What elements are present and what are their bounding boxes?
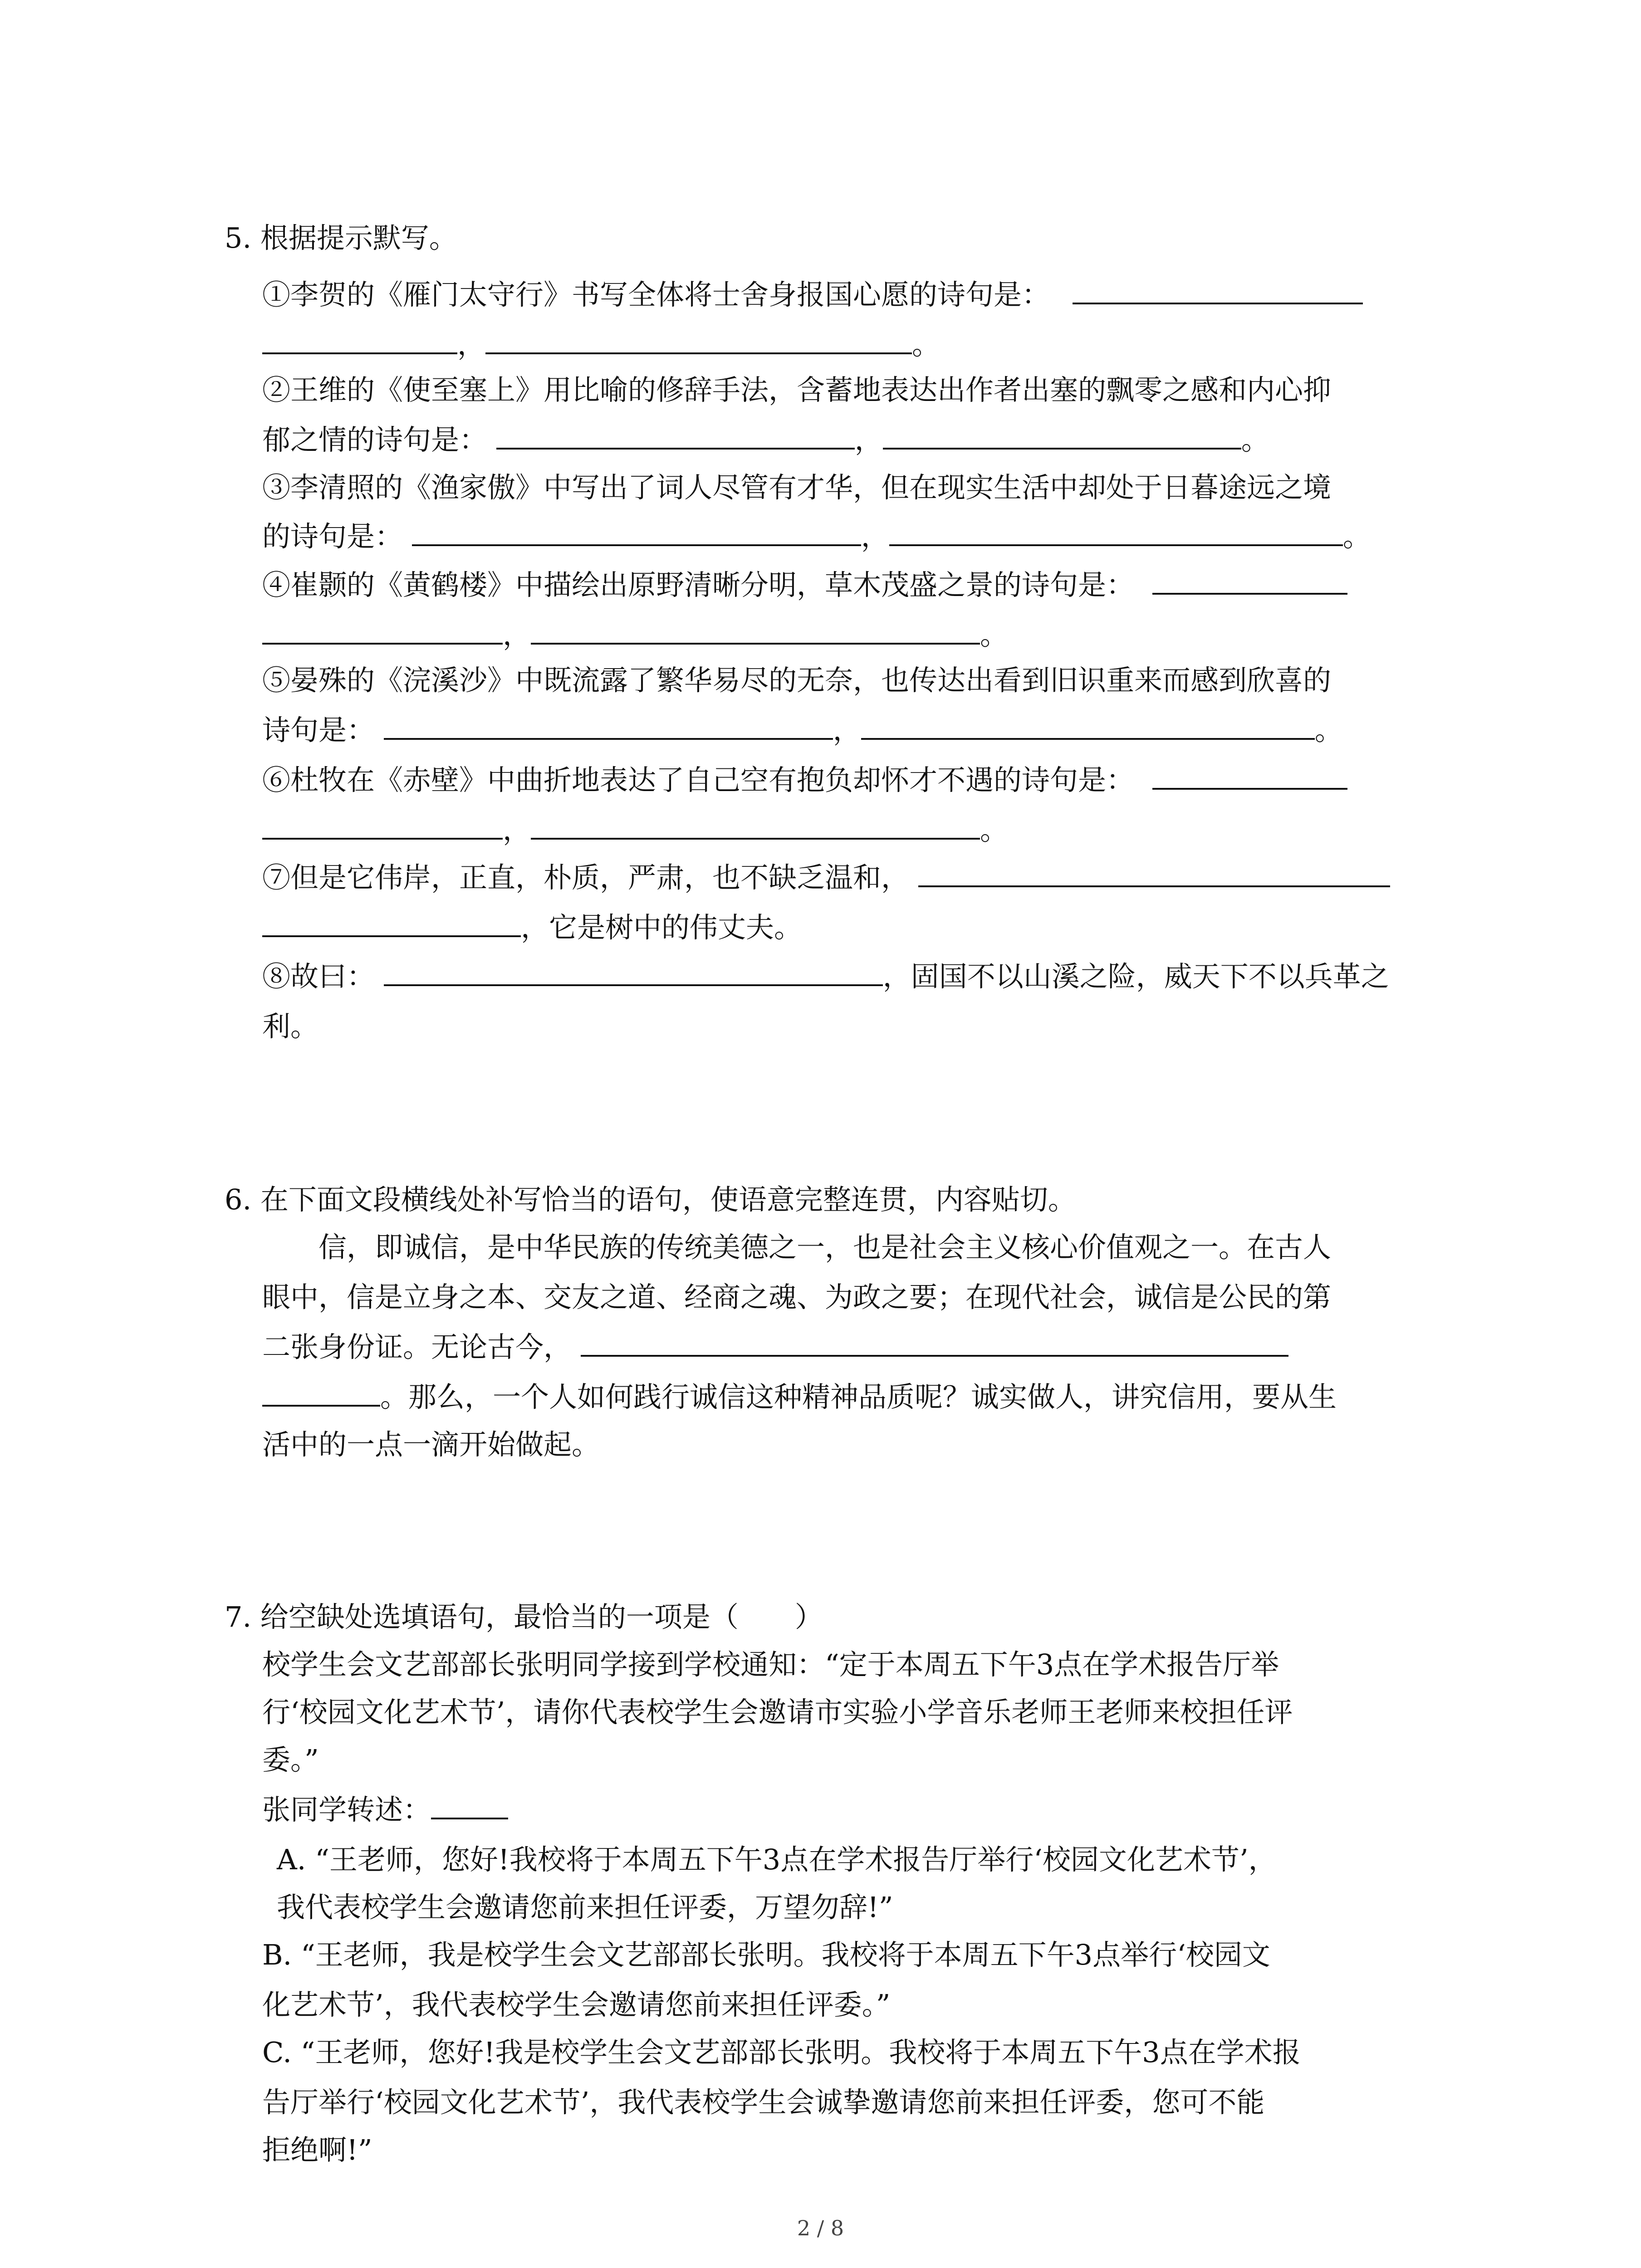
option-c-text: C. “王老师，您好!我是校学生会文艺部部长张明。我校将于本周五下午3点在学术报	[262, 2036, 1301, 2069]
q5-item-5-prompt: ⑤晏殊的《浣溪沙》中既流露了繁华易尽的无奈，也传达出看到旧识重来而感到欣喜的	[262, 664, 1332, 697]
option-a-text: A. “王老师，您好!我校将于本周五下午3点在学术报告厅举行‘校园文化艺术节’，	[277, 1843, 1277, 1876]
q5-item-5-line-2	[262, 710, 1343, 751]
answer-blank[interactable]	[531, 810, 980, 840]
q5-item-1-line-1	[262, 274, 1363, 315]
answer-blank[interactable]	[262, 1377, 380, 1407]
q5-item-3-prompt: ③李清照的《渔家傲》中写出了词人尽管有才华，但在现实生活中却处于日暮途远之境	[262, 471, 1332, 504]
q7-context-line-3	[262, 1740, 319, 1780]
option-a-text: 我代表校学生会邀请您前来担任评委，万望勿辞!”	[277, 1891, 893, 1924]
option-c-text: 拒绝啊!”	[262, 2133, 372, 2166]
q7-context-line-2	[262, 1692, 1293, 1733]
q5-item-4-line-2	[262, 615, 1008, 655]
option-b-text: 化艺术节’，我代表校学生会邀请您前来担任评委。”	[262, 1988, 891, 2021]
period: 。	[912, 328, 941, 361]
q7-relay-line	[262, 1789, 508, 1830]
answer-blank[interactable]	[531, 615, 980, 645]
option-a-line-2[interactable]	[277, 1887, 893, 1928]
answer-blank[interactable]	[1152, 760, 1347, 790]
option-b-line-1[interactable]	[262, 1935, 1270, 1975]
q7-context-text: 校学生会文艺部部长张明同学接到学校通知：“定于本周五下午3点在学术报告厅举	[262, 1648, 1279, 1681]
q6-para-line-4	[262, 1377, 1337, 1418]
comma: ，	[503, 813, 531, 846]
q7-relay-label: 张同学转述：	[262, 1793, 431, 1826]
period: 。	[980, 618, 1009, 651]
q5-item-3-line-2	[262, 516, 1371, 557]
answer-blank[interactable]	[485, 324, 912, 354]
answer-blank[interactable]	[1073, 274, 1363, 304]
option-a-line-1[interactable]	[277, 1839, 1277, 1880]
q6-para-line-3	[262, 1327, 1288, 1368]
q5-item-7-suffix: ，它是树中的伟丈夫。	[521, 911, 803, 944]
answer-blank[interactable]	[918, 857, 1390, 887]
q5-item-6-line-2	[262, 810, 1008, 850]
q5-item-3-line-1	[262, 467, 1331, 508]
q6-para-line-2	[262, 1277, 1331, 1318]
q5-item-8-prompt: ⑧故曰：	[262, 960, 375, 993]
q5-item-8-line-1	[262, 956, 1389, 997]
answer-blank[interactable]	[861, 710, 1315, 740]
q5-item-2-line-1	[262, 370, 1331, 411]
question-6-title-text: 6. 在下面文段横线处补写恰当的语句，使语意完整连贯，内容贴切。	[225, 1183, 1076, 1216]
answer-blank[interactable]	[1152, 565, 1347, 595]
comma: ，	[861, 520, 889, 553]
answer-blank[interactable]	[262, 907, 521, 937]
q5-item-8-suffix: ，固国不以山溪之险，威天下不以兵革之	[882, 960, 1389, 993]
answer-blank[interactable]	[431, 1789, 508, 1819]
question-6-title	[225, 1179, 1076, 1220]
q5-item-3-prompt-cont: 的诗句是：	[262, 520, 403, 553]
option-c-line-3[interactable]	[262, 2130, 372, 2170]
option-b-text: B. “王老师，我是校学生会文艺部部长张明。我校将于本周五下午3点举行‘校园文	[262, 1938, 1270, 1971]
q5-item-1-line-2	[262, 324, 940, 365]
answer-blank[interactable]	[384, 710, 833, 740]
option-c-line-1[interactable]	[262, 2032, 1301, 2073]
answer-blank[interactable]	[262, 810, 503, 840]
answer-blank[interactable]	[581, 1327, 1288, 1357]
question-7-title	[225, 1597, 823, 1637]
q6-text: 二张身份证。无论古今，	[262, 1330, 572, 1364]
q6-text: 活中的一点一滴开始做起。	[262, 1428, 600, 1461]
q5-item-4-line-1	[262, 565, 1347, 606]
q5-item-7-line-2	[262, 907, 802, 948]
option-c-text: 告厅举行‘校园文化艺术节’，我代表校学生会诚挚邀请您前来担任评委，您可不能	[262, 2086, 1265, 2119]
q5-item-2-line-2	[262, 420, 1269, 460]
answer-blank[interactable]	[262, 324, 457, 354]
q5-item-1-prompt: ①李贺的《雁门太守行》书写全体将士舍身报国心愿的诗句是：	[262, 278, 1050, 311]
q5-item-7-prompt: ⑦但是它伟岸，正直，朴质，严肃，也不缺乏温和，	[262, 861, 910, 894]
answer-blank[interactable]	[384, 956, 883, 986]
q5-item-6-line-1	[262, 760, 1347, 801]
q5-item-4-prompt: ④崔颢的《黄鹤楼》中描绘出原野清晰分明，草木茂盛之景的诗句是：	[262, 568, 1135, 601]
answer-blank[interactable]	[262, 615, 503, 645]
q6-text: 信，即诚信，是中华民族的传统美德之一，也是社会主义核心价值观之一。在古人	[262, 1231, 1332, 1264]
period: 。	[980, 813, 1009, 846]
question-5-title	[225, 218, 457, 259]
q5-item-8-suffix-cont: 利。	[262, 1010, 319, 1043]
q5-item-7-line-1	[262, 857, 1390, 898]
q5-item-2-prompt-cont: 郁之情的诗句是：	[262, 423, 488, 456]
answer-blank[interactable]	[496, 420, 855, 450]
period: 。	[1342, 520, 1371, 553]
answer-blank[interactable]	[889, 516, 1343, 546]
q7-context-text: 委。”	[262, 1743, 319, 1776]
q6-para-line-5	[262, 1424, 600, 1465]
q6-para-line-1	[262, 1227, 1331, 1268]
answer-blank[interactable]	[412, 516, 861, 546]
q7-context-line-1	[262, 1644, 1279, 1685]
q5-item-2-prompt: ②王维的《使至塞上》用比喻的修辞手法，含蓄地表达出作者出塞的飘零之感和内心抑	[262, 373, 1332, 406]
period: 。	[1314, 714, 1343, 747]
comma: ，	[503, 618, 531, 651]
q6-text: 眼中，信是立身之本、交友之道、经商之魂、为政之要；在现代社会，诚信是公民的第	[262, 1281, 1332, 1314]
q5-item-8-line-2	[262, 1006, 318, 1047]
period: 。	[1241, 423, 1269, 456]
option-b-line-2[interactable]	[262, 1984, 890, 2025]
answer-blank[interactable]	[883, 420, 1241, 450]
question-7-title-text: 7. 给空缺处选填语句，最恰当的一项是（ ）	[225, 1600, 823, 1633]
q7-context-text: 行‘校园文化艺术节’，请你代表校学生会邀请市实验小学音乐老师王老师来校担任评	[262, 1696, 1293, 1729]
q5-item-5-line-1	[262, 660, 1331, 701]
comma: ，	[457, 328, 486, 361]
comma: ，	[833, 714, 861, 747]
q6-text: 。那么，一个人如何践行诚信这种精神品质呢？诚实做人，讲究信用，要从生	[380, 1380, 1337, 1413]
option-c-line-2[interactable]	[262, 2082, 1264, 2123]
q5-item-6-prompt: ⑥杜牧在《赤壁》中曲折地表达了自己空有抱负却怀才不遇的诗句是：	[262, 763, 1135, 797]
comma: ，	[854, 423, 883, 456]
page-number: 2 / 8	[797, 2216, 844, 2240]
question-5-title-text: 5. 根据提示默写。	[225, 221, 457, 254]
q5-item-5-prompt-cont: 诗句是：	[262, 714, 375, 747]
